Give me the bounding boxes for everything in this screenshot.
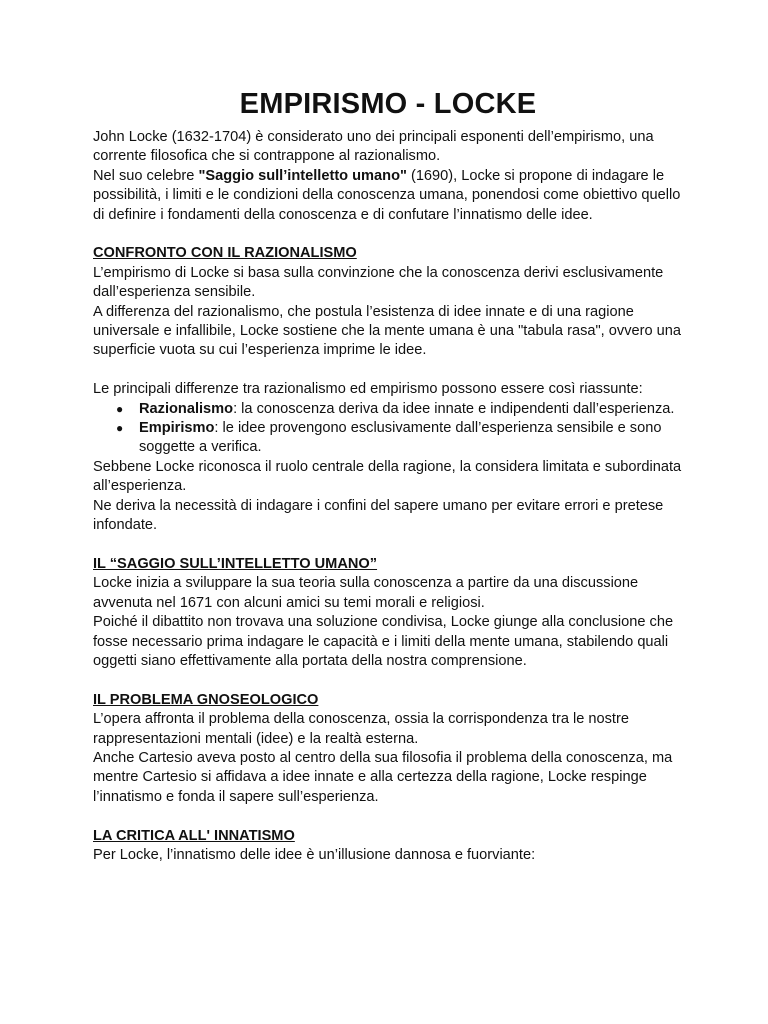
section1-paragraph-5: Ne deriva la necessità di indagare i confini del sapere umano per evitare errori e pretese infondate. [93,497,664,534]
section4-paragraph-1: Per Locke, l’innatismo delle idee è un’illusione dannosa e fuorviante: [93,846,536,863]
spacer [93,536,683,555]
document-page [93,84,683,865]
spacer [93,671,683,690]
section2-paragraph-1: Locke inizia a sviluppare la sua teoria sulla conoscenza a partire da una discussione avvenuta nel 1671 con alcuni amici su temi morali e religiosi. [93,575,639,611]
spacer [93,807,683,826]
list-item-term: Empirismo [139,420,215,437]
intro-p2-after: (1690), Locke si propone di indagare le possibilità, i limiti e le condizioni della conoscenza umana, ponendosi come obiettivo quello di definire i fondamenti della conoscenza e di confutare l’innatismo delle idee. [93,167,681,223]
bullet-icon: ● [116,401,124,416]
spacer [93,225,683,244]
page-title: EMPIRISMO - LOCKE [239,88,537,120]
spacer [93,361,683,380]
section-heading-innatismo: LA CRITICA ALL' INNATISMO [93,827,295,844]
section2-paragraph-2: Poiché il dibattito non trovava una soluzione condivisa, Locke giunge alla conclusione che fosse necessario prima indagare le capacità e i limiti della mente umana, stabilendo quali oggetti siano effettivamente alla portata della nostra comprensione. [93,614,674,669]
section-heading-confronto: CONFRONTO CON IL RAZIONALISMO [93,245,357,262]
differences-list [93,400,683,458]
list-item-term: Razionalismo [139,400,234,417]
intro-paragraph-2 [93,167,683,225]
section3-paragraph-1: L’opera affronta il problema della conoscenza, ossia la corrispondenza tra le nostre rappresentazioni mentali (idee) e la realtà esterna. [93,711,629,747]
section1-paragraph-2: A differenza del razionalismo, che postula l’esistenza di idee innate e di una ragione universale e infallibile, Locke sostiene che la mente umana è una "tabula rasa", ovvero una superficie vuota su cui l’esperienza imprime le idee. [93,303,681,359]
section1-paragraph-1: L’empirismo di Locke si basa sulla convinzione che la conoscenza derivi esclusivamente dall’esperienza sensibile. [93,264,664,301]
list-item-razionalismo [93,400,683,419]
section3-paragraph-2: Anche Cartesio aveva posto al centro della sua filosofia il problema della conoscenza, ma mentre Cartesio si affidava a idee innate e alla certezza della ragione, Locke respinge l’innatismo e fonda il sapere sull’esperienza. [93,749,673,805]
section-heading-saggio: IL “SAGGIO SULL’INTELLETTO UMANO” [93,555,378,572]
intro-p2-before: Nel suo celebre [93,167,199,184]
section1-paragraph-4: Sebbene Locke riconosca il ruolo centrale della ragione, la considera limitata e subordinata all’esperienza. [93,458,682,495]
list-item-text: : le idee provengono esclusivamente dall’esperienza sensibile e sono soggette a verifica. [139,420,662,456]
section-heading-gnoseologico: IL PROBLEMA GNOSEOLOGICO [93,691,319,708]
intro-paragraph-1: John Locke (1632-1704) è considerato uno dei principali esponenti dell’empirismo, una corrente filosofica che si contrappone al razionalismo. [93,129,654,165]
section1-paragraph-3: Le principali differenze tra razionalismo ed empirismo possono essere così riassunte: [93,381,643,398]
intro-p2-book-title: "Saggio sull’intelletto umano" [198,167,407,184]
list-item-empirismo [93,419,683,458]
list-item-text: : la conoscenza deriva da idee innate e indipendenti dall’esperienza. [233,400,675,417]
bullet-icon: ● [116,421,124,436]
